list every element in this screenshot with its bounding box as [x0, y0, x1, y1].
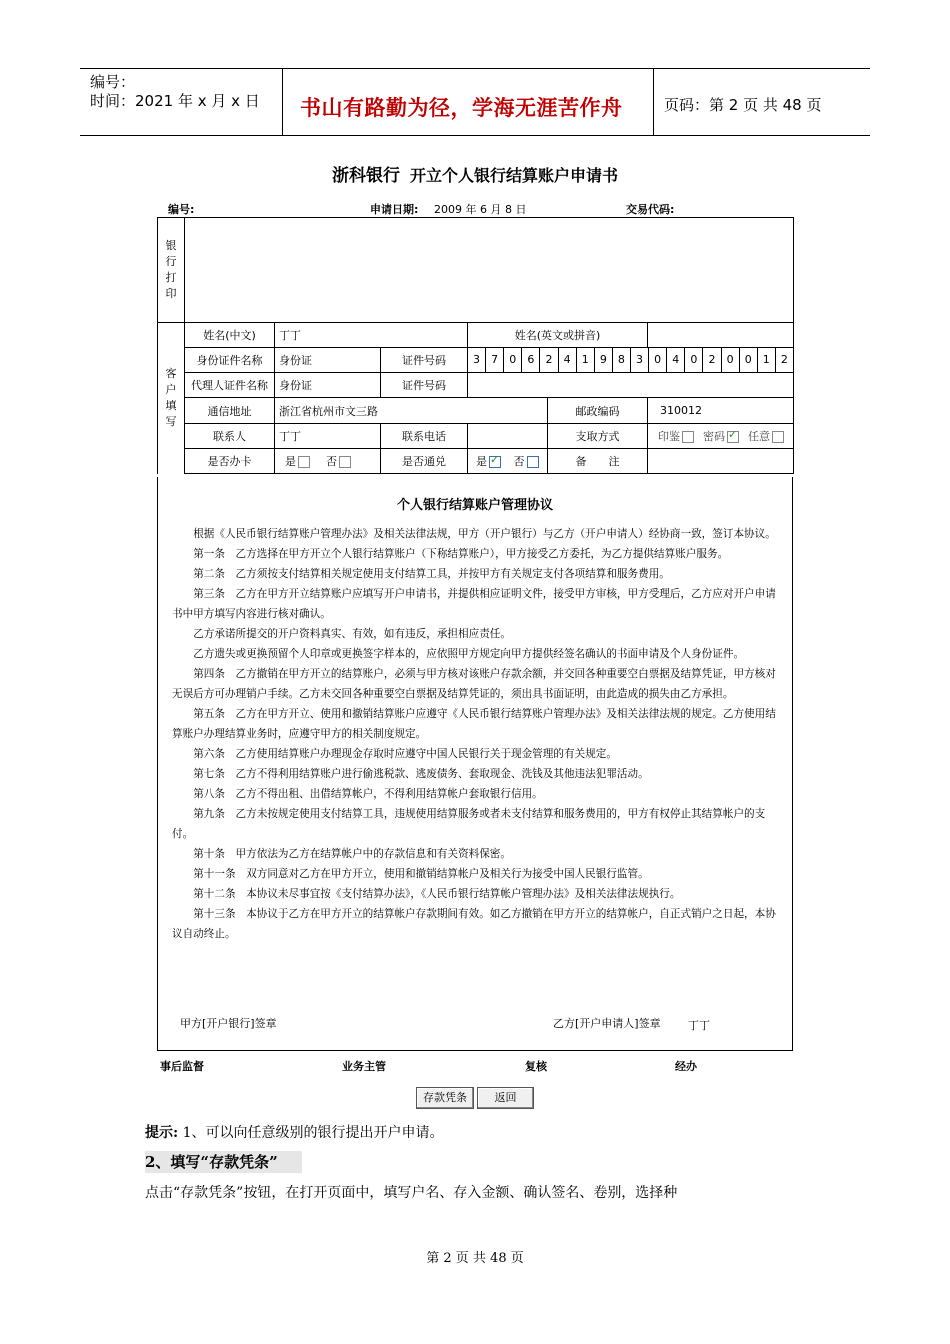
agreement-paragraph: 第三条 乙方在甲方开立结算账户应填写开户申请书，并提供相应证明文件，接受甲方审核，甲方受理后，乙方应对开户申请书中甲方填写内容进行核对确认。: [172, 588, 776, 620]
agreement-paragraph: 第五条 乙方在甲方开立、使用和撤销结算账户应遵守《人民币银行结算账户管理办法》及相关法律法规的规定。乙方使用结算账户办理结算业务时，应遵守甲方的相关制度规定。: [172, 708, 776, 740]
id-digit: 0: [648, 348, 666, 372]
form-number-label: 编号:: [168, 203, 195, 216]
agreement-paragraph: 第一条 乙方选择在甲方开立个人银行结算账户（下称结算账户），甲方接受乙方委托，为乙方提供结算账户服务。: [193, 548, 729, 560]
card-options: [275, 449, 381, 474]
agreement-paragraph: 第十一条 双方同意对乙方在甲方开立，使用和撤销结算帐户及相关行为接受中国人民银行监管。: [193, 868, 649, 880]
bank-print-char: 打: [165, 271, 177, 284]
agreement-paragraph: 第四条 乙方撤销在甲方开立的结算账户，必须与甲方核对该账户存款余额，并交回各种重要空白票据及结算凭证，甲方核对无误后方可办理销户手续。乙方未交回各种重要空白票据及结算凭证的，须出具书面证明，由此造成的损失由乙方承担。: [172, 668, 776, 700]
remark-label: 备 注: [548, 449, 648, 474]
agent-no-field[interactable]: [468, 373, 794, 398]
universal-no-label: 否: [513, 455, 525, 468]
universal-options: [468, 449, 548, 474]
card-no-label: 否: [326, 455, 337, 468]
id-digit: 7: [485, 348, 503, 372]
id-digit: 6: [521, 348, 539, 372]
agreement-paragraph: 第二条 乙方须按支付结算相关规定使用支付结算工具，并按甲方有关规定支付各项结算和服务费用。: [193, 568, 670, 580]
header-top-rule: [80, 68, 870, 69]
bank-print-label: [158, 238, 184, 302]
deposit-slip-button[interactable]: 存款凭条: [416, 1087, 474, 1109]
header-slogan: 书山有路勤为径，学海无涯苦作舟: [300, 96, 623, 120]
card-yes-label: 是: [285, 455, 296, 468]
any-checkbox[interactable]: [772, 431, 784, 443]
card-label: 是否办卡: [185, 449, 275, 474]
id-digit: 1: [757, 348, 775, 372]
name-cn-label: 姓名(中文): [185, 323, 275, 348]
id-type-label: 身份证件名称: [185, 348, 275, 373]
form-date-value: 2009 年 6 月 8 日: [434, 203, 527, 216]
universal-yes-label: 是: [476, 455, 487, 468]
contact-label: 联系人: [185, 424, 275, 449]
phone-field[interactable]: [468, 424, 548, 449]
agreement-paragraph: 第七条 乙方不得利用结算账户进行偷逃税款、逃废债务、套取现金、洗钱及其他违法犯罪活动。: [193, 768, 649, 780]
header-time-label: 时间：2021 年 x 月 x 日: [90, 92, 260, 110]
page-footer: 第 2 页 共 48 页: [426, 1251, 524, 1266]
form-title: [0, 161, 950, 186]
id-digit: 3: [630, 348, 648, 372]
role-supervisor: 事后监督: [160, 1060, 204, 1073]
password-checkbox[interactable]: [727, 431, 739, 443]
agreement-body: [172, 524, 780, 944]
role-manager: 业务主管: [342, 1060, 386, 1073]
address-field[interactable]: 浙江省杭州市文三路: [275, 398, 548, 424]
customer-char: 写: [165, 415, 177, 429]
tip-label: 提示:: [145, 1125, 179, 1141]
agent-id-field[interactable]: 身份证: [275, 373, 381, 398]
header-divider-1: [282, 68, 283, 136]
universal-yes-checkbox[interactable]: [489, 456, 501, 468]
customer-char: 客: [165, 367, 177, 381]
seal-checkbox[interactable]: [682, 431, 694, 443]
agreement-paragraph: 第九条 乙方未按规定使用支付结算工具，违规使用结算服务或者未支付结算和服务费用的，甲方有权停止其结算帐户的支付。: [172, 808, 766, 840]
agreement-paragraph: 第八条 乙方不得出租、出借结算帐户，不得利用结算帐户套取银行信用。: [193, 788, 543, 800]
form-date-label: 申请日期:: [370, 203, 419, 216]
id-digit: 1: [576, 348, 594, 372]
party-b-signature: 丁丁: [688, 1019, 710, 1032]
contact-field[interactable]: 丁丁: [275, 424, 381, 449]
tip-line: [145, 1122, 444, 1142]
id-digit: 8: [612, 348, 630, 372]
id-digit: 3: [473, 353, 481, 366]
bank-print-label-cell: [158, 218, 185, 323]
customer-label-cell: [158, 323, 185, 474]
id-digit: 2: [775, 348, 793, 372]
id-no-label: 证件号码: [381, 348, 468, 373]
seal-label: 印鉴: [658, 430, 680, 443]
agreement-paragraph: 第十三条 本协议于乙方在甲方开立的结算帐户存款期间有效。如乙方撤销在甲方开立的结算帐户，自正式销户之日起，本协议自动终止。: [172, 908, 776, 940]
role-handler: 经办: [675, 1060, 697, 1073]
section-heading: 2、填写“存款凭条”: [145, 1151, 302, 1173]
tip-text: 1、可以向任意级别的银行提出开户申请。: [178, 1125, 444, 1141]
agreement-title: 个人银行结算账户管理协议: [396, 498, 553, 513]
remark-field[interactable]: [648, 449, 794, 474]
agreement-paragraph: 第六条 乙方使用结算账户办理现金存取时应遵守中国人民银行关于现金管理的有关规定。: [193, 748, 617, 760]
back-button[interactable]: 返回: [477, 1087, 534, 1109]
instruction-paragraph: 点击“存款凭条”按钮，在打开页面中，填写户名、存入金额、确认签名、卷别，选择种: [145, 1185, 678, 1201]
agreement-paragraph: 根据《人民币银行结算账户管理办法》及相关法律法规，甲方（开户银行）与乙方（开户申请人）经协商一致，签订本协议。: [193, 528, 776, 540]
id-digit: 0: [684, 348, 702, 372]
any-label: 任意: [748, 430, 770, 443]
id-digit-boxes: [468, 348, 793, 372]
address-label: 通信地址: [185, 398, 275, 424]
bank-print-char: 银: [165, 239, 177, 252]
withdraw-label: 支取方式: [548, 424, 648, 449]
header-divider-2: [653, 68, 654, 136]
id-no-field[interactable]: [468, 348, 794, 373]
universal-label: 是否通兑: [381, 449, 468, 474]
password-label: 密码: [703, 430, 725, 443]
postcode-label: 邮政编码: [548, 398, 648, 424]
card-no-checkbox[interactable]: [339, 456, 351, 468]
universal-no-checkbox[interactable]: [527, 456, 539, 468]
id-digit: 2: [702, 348, 720, 372]
agreement-paragraph: 第十二条 本协议未尽事宜按《支付结算办法》，《人民币银行结算帐户管理办法》及相关法律法规执行。: [193, 888, 681, 900]
agreement-paragraph: 第十条 甲方依法为乙方在结算帐户中的存款信息和有关资料保密。: [193, 848, 511, 860]
agent-no-label: 证件号码: [381, 373, 468, 398]
agreement-paragraph: 乙方承诺所提交的开户资料真实、有效，如有违反，承担相应责任。: [193, 628, 511, 640]
id-digit: 0: [739, 348, 757, 372]
form-trade-code-label: 交易代码:: [626, 203, 675, 216]
id-digit: 9: [594, 348, 612, 372]
id-digit: 4: [558, 348, 576, 372]
agreement-paragraph: 乙方遗失或更换预留个人印章或更换签字样本的，应依照甲方规定向甲方提供经签名确认的书面申请及个人身份证件。: [193, 648, 745, 660]
bank-print-char: 行: [165, 255, 177, 268]
id-digit: 2: [539, 348, 557, 372]
customer-char: 户: [165, 383, 177, 397]
role-review: 复核: [525, 1060, 547, 1073]
phone-label: 联系电话: [381, 424, 468, 449]
id-digit: 0: [503, 348, 521, 372]
header-number-label: 编号：: [90, 73, 136, 91]
customer-char: 填: [165, 399, 177, 413]
id-digit: 0: [721, 348, 739, 372]
agent-id-label: 代理人证件名称: [185, 373, 275, 398]
postcode-field[interactable]: 310012: [648, 398, 794, 424]
bank-name: 浙科银行: [331, 166, 400, 186]
id-type-field[interactable]: 身份证: [275, 348, 381, 373]
card-yes-checkbox[interactable]: [298, 456, 310, 468]
form-title-text: 开立个人银行结算账户申请书: [409, 166, 618, 185]
party-b-sign-label: 乙方[开户申请人]签章: [553, 1017, 661, 1030]
party-a-sign-label: 甲方[开户银行]签章: [180, 1017, 277, 1030]
name-en-field[interactable]: [648, 323, 794, 348]
customer-fill-label: [158, 366, 184, 430]
header-page-label: 页码：第 2 页 共 48 页: [664, 96, 822, 114]
bank-print-char: 印: [165, 287, 177, 300]
name-en-label: 姓名(英文或拼音): [468, 323, 648, 348]
bank-print-area: [185, 218, 794, 323]
name-cn-field[interactable]: 丁丁: [275, 323, 468, 348]
withdraw-options: [648, 424, 794, 449]
header-bottom-rule: [80, 135, 870, 136]
id-digit: 4: [666, 348, 684, 372]
application-form-table: [157, 217, 794, 474]
